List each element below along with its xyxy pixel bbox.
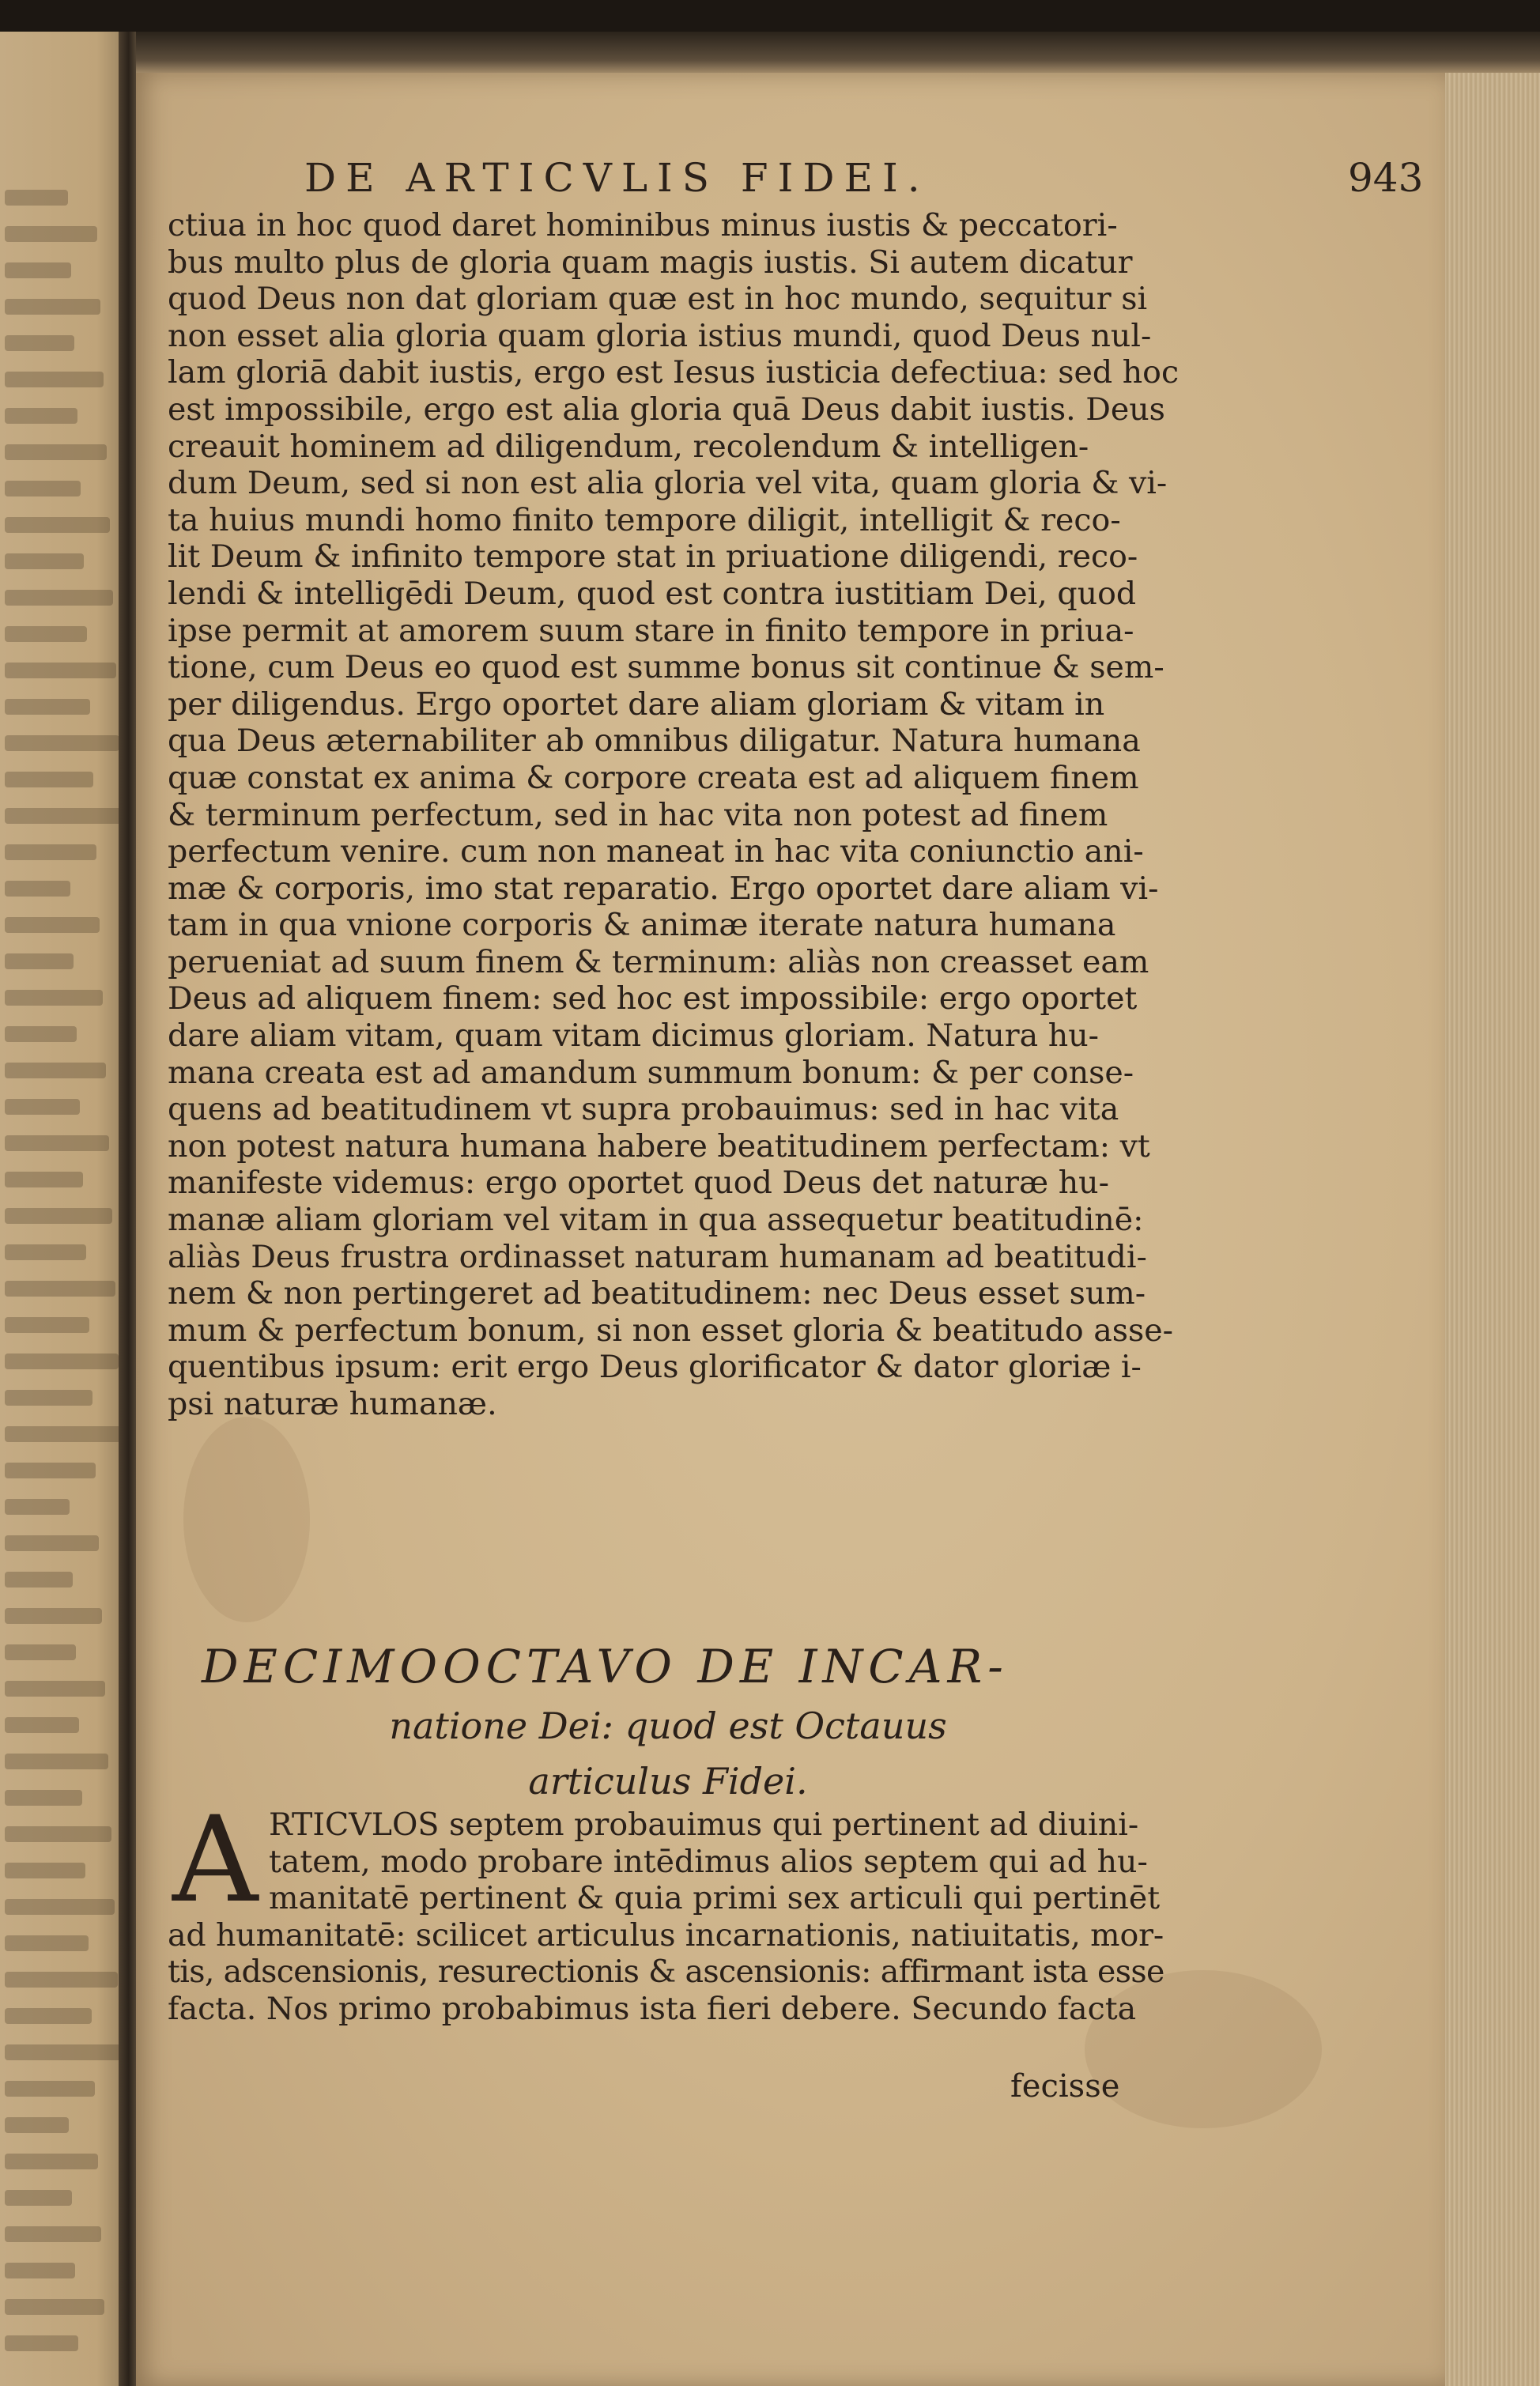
text-line: qua Deus æternabiliter ab omnibus diligatur. Natura humana [168, 723, 1141, 760]
text-line: ctiua in hoc quod daret hominibus minus iustis & peccatori- [168, 207, 1118, 244]
facing-page-text-fragment [5, 335, 74, 351]
text-line: tam in qua vnione corporis & animæ iterate natura humana [168, 907, 1116, 944]
page-top-edge [136, 32, 1540, 79]
facing-page-text-fragment [5, 2190, 72, 2206]
facing-page-text-fragment [5, 2081, 95, 2097]
text-line: psi naturæ humanæ. [168, 1386, 497, 1422]
body-paragraph [168, 207, 1195, 1423]
running-head: DE ARTICVLIS FIDEI. [304, 155, 930, 201]
text-line: tatem, modo probare intēdimus alios septem qui ad hu- [269, 1843, 1148, 1880]
facing-page-text-fragment [5, 299, 100, 315]
facing-page-text-fragment [5, 1172, 83, 1187]
text-line: RTICVLOS septem probauimus qui pertinent ad diuini- [269, 1806, 1139, 1843]
facing-page-text-fragment [5, 1826, 111, 1842]
facing-page-text-fragment [5, 2263, 75, 2278]
text-line: facta. Nos primo probabimus ista fieri debere. Secundo facta [168, 1990, 1137, 2027]
text-line: dum Deum, sed si non est alia gloria vel vita, quam gloria & vi- [168, 465, 1168, 502]
facing-page-text-fragment [5, 226, 97, 242]
text-line: ad humanitatē: scilicet articulus incarnationis, natiuitatis, mor- [168, 1916, 1164, 1954]
facing-page-text-fragment [5, 2154, 98, 2169]
facing-page-text-fragment [5, 1935, 89, 1951]
text-line: est impossibile, ergo est alia gloria quā Deus dabit iustis. Deus [168, 391, 1165, 428]
facing-page-text-fragment [5, 590, 113, 606]
text-line: quæ constat ex anima & corpore creata est ad aliquem finem [168, 759, 1139, 796]
text-line: quens ad beatitudinem vt supra probauimus: sed in hac vita [168, 1091, 1119, 1128]
facing-page-text-fragment [5, 517, 110, 533]
facing-page-text-fragment [5, 990, 103, 1006]
facing-page-text-fragment [5, 2008, 92, 2024]
section-heading [202, 1635, 1134, 1809]
facing-page-text-fragment [5, 1317, 89, 1333]
facing-page-text-fragment [5, 1353, 119, 1369]
facing-page-text-fragment [5, 2335, 78, 2351]
facing-page-text-fragment [5, 2117, 69, 2133]
paper-stain [183, 1417, 310, 1622]
facing-page-text-fragment [5, 1608, 102, 1624]
page-number: 943 [1348, 155, 1424, 201]
text-line: aliàs Deus frustra ordinasset naturam humanam ad beatitudi- [168, 1238, 1147, 1275]
text-line: ta huius mundi homo finito tempore diligit, intelligit & reco- [168, 501, 1121, 538]
text-line: manæ aliam gloriam vel vitam in qua assequetur beatitudinē: [168, 1202, 1144, 1239]
facing-page-text-fragment [5, 1754, 108, 1769]
facing-page-text-fragment [5, 1863, 85, 1878]
facing-page-text-fragment [5, 626, 87, 642]
text-line: perfectum venire. cum non maneat in hac vita coniunctio ani- [168, 833, 1144, 870]
text-line: tis, adscensionis, resurectionis & ascensionis: affirmant ista esse [168, 1954, 1164, 1991]
text-line: lam gloriā dabit iustis, ergo est Iesus iusticia defectiua: sed hoc [168, 354, 1180, 391]
text-line: non esset alia gloria quam gloria istius mundi, quod Deus nul- [168, 317, 1152, 354]
facing-page-text-fragment [5, 2299, 104, 2315]
facing-page-text-fragment [5, 1390, 92, 1406]
drop-cap: A [172, 1791, 259, 1929]
facing-page-text-fragment [5, 1426, 122, 1442]
facing-page-text-fragment [5, 1535, 99, 1551]
facing-page-text-fragment [5, 1135, 109, 1151]
facing-page-text-fragment [5, 1208, 112, 1224]
heading-line-1: DECIMOOCTAVO DE INCAR- [202, 1640, 1009, 1693]
facing-page-text-fragment [5, 1063, 106, 1078]
text-line: nem & non pertingeret ad beatitudinem: nec Deus esset sum- [168, 1275, 1146, 1312]
facing-page-text-fragment [5, 1644, 76, 1660]
text-line: bus multo plus de gloria quam magis iustis. Si autem dicatur [168, 244, 1133, 281]
facing-page-text-fragment [5, 772, 93, 787]
facing-page-text-fragment [5, 1972, 118, 1988]
facing-page-text-fragment [5, 1026, 77, 1042]
facing-page-text-fragment [5, 2044, 121, 2060]
text-line: tione, cum Deus eo quod est summe bonus sit continue & sem- [168, 649, 1164, 686]
text-line: Deus ad aliquem finem: sed hoc est impossibile: ergo oportet [168, 980, 1138, 1017]
facing-page-text-fragment [5, 190, 68, 206]
catchword: fecisse [1010, 2068, 1120, 2105]
text-line: mæ & corporis, imo stat reparatio. Ergo oportet dare aliam vi- [168, 870, 1159, 907]
facing-page-text-fragment [5, 481, 81, 496]
facing-page-text-fragment [5, 1463, 96, 1478]
facing-page-text-fragment [5, 953, 74, 969]
text-line: manifeste videmus: ergo oportet quod Deus det naturæ hu- [168, 1165, 1109, 1202]
facing-page-text-fragment [5, 1681, 105, 1697]
text-line: perueniat ad suum finem & terminum: aliàs non creasset eam [168, 943, 1149, 980]
facing-page-text-fragment [5, 1790, 82, 1806]
facing-page-text-fragment [5, 1281, 115, 1297]
page-fore-edge [1445, 73, 1540, 2386]
heading-line-2: natione Dei: quod est Octauus [389, 1705, 947, 1747]
text-line: quentibus ipsum: erit ergo Deus glorificator & dator gloriæ i- [168, 1349, 1142, 1386]
facing-page-edge [0, 32, 138, 2386]
text-line: non potest natura humana habere beatitudinem perfectam: vt [168, 1127, 1150, 1165]
facing-page-text-fragment [5, 663, 116, 678]
facing-page-text-fragment [5, 444, 107, 460]
facing-page-text-fragment [5, 917, 100, 933]
facing-page-text-fragment [5, 408, 77, 424]
facing-page-text-fragment [5, 808, 123, 824]
section-paragraph [136, 1806, 1164, 2027]
text-line: dare aliam vitam, quam vitam dicimus gloriam. Natura hu- [168, 1017, 1099, 1055]
facing-page-text-fragment [5, 699, 90, 715]
facing-page-text-fragment [5, 1099, 80, 1115]
text-line: mana creata est ad amandum summum bonum: & per conse- [168, 1054, 1134, 1091]
text-line: creauit hominem ad diligendum, recolendum & intelligen- [168, 428, 1089, 465]
text-line: mum & perfectum bonum, si non esset gloria & beatitudo asse- [168, 1312, 1174, 1349]
facing-page-text-fragment [5, 1717, 79, 1733]
facing-page-text-fragment [5, 1244, 86, 1260]
text-line: manitatē pertinent & quia primi sex articuli qui pertinēt [269, 1880, 1161, 1917]
text-line: lendi & intelligēdi Deum, quod est contra iustitiam Dei, quod [168, 575, 1137, 612]
facing-page-text-fragment [5, 372, 104, 387]
text-line: per diligendus. Ergo oportet dare aliam gloriam & vitam in [168, 685, 1105, 723]
facing-page-text-fragment [5, 1572, 73, 1588]
facing-page-text-fragment [5, 844, 96, 860]
text-line: quod Deus non dat gloriam quæ est in hoc mundo, sequitur si [168, 281, 1148, 318]
text-line: & terminum perfectum, sed in hac vita non potest ad finem [168, 796, 1108, 833]
facing-page-text-fragment [5, 2226, 101, 2242]
facing-page-text-fragment [5, 262, 71, 278]
facing-page-text-fragment [5, 1499, 70, 1515]
facing-page-text-fragment [5, 735, 119, 751]
facing-page-text-fragment [5, 553, 84, 569]
text-line: lit Deum & infinito tempore stat in priuatione diligendi, reco- [168, 538, 1138, 576]
facing-page-text-fragment [5, 881, 70, 897]
heading-line-3: articulus Fidei. [528, 1760, 808, 1803]
text-line: ipse permit at amorem suum stare in finito tempore in priua- [168, 612, 1134, 649]
facing-page-text-fragment [5, 1899, 115, 1915]
